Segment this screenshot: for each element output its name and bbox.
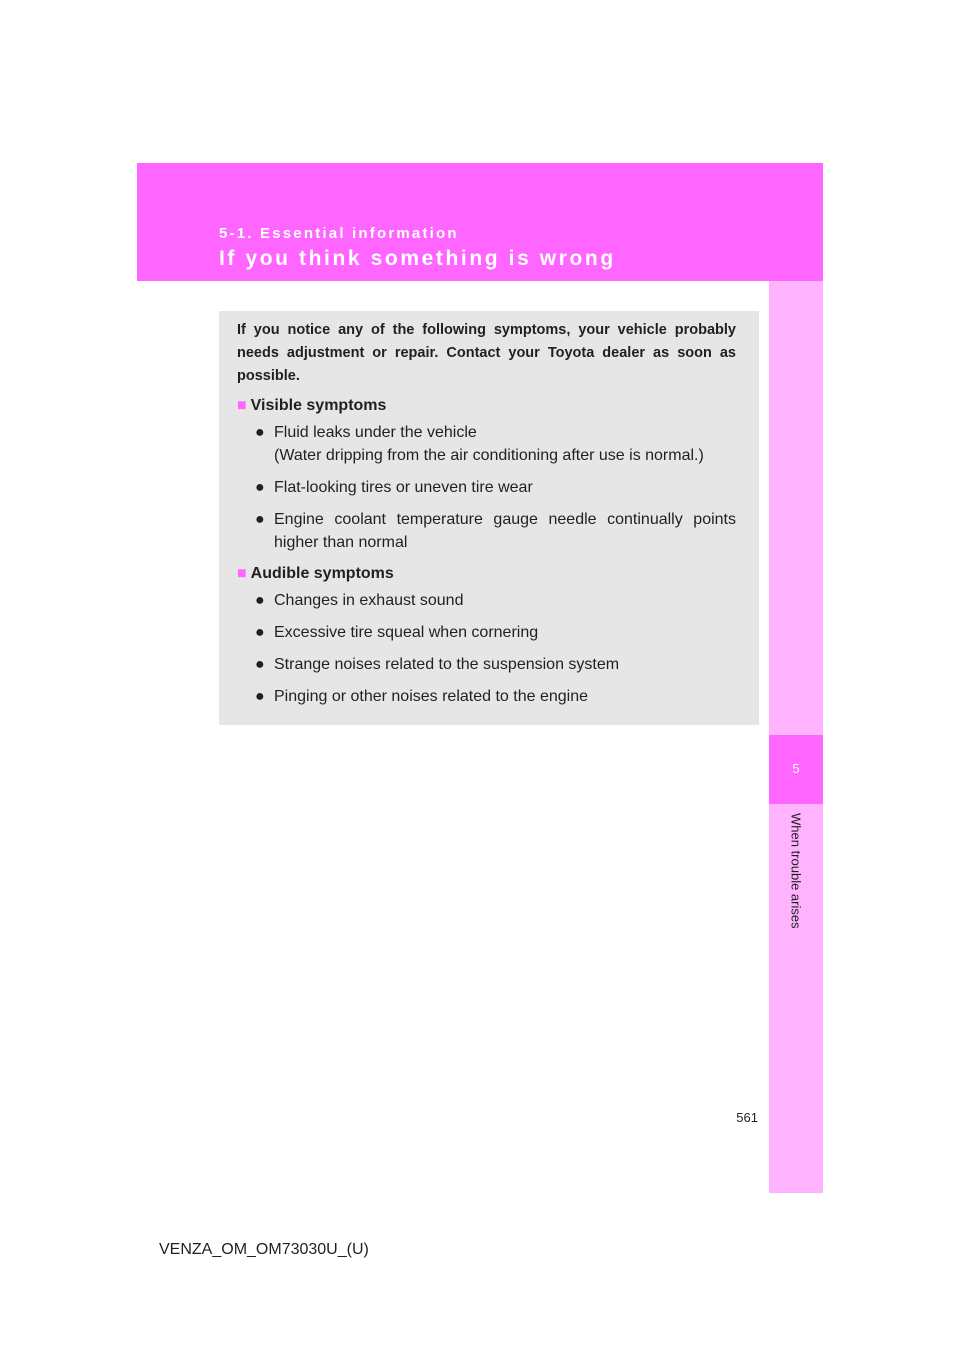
heading-text: Visible symptoms [250,397,387,414]
square-bullet-icon: ■ [237,397,247,414]
visible-symptoms-heading [237,397,386,415]
chapter-number-box [769,735,823,804]
list-item-text: Engine coolant temperature gauge needle continually points higher than normal [274,511,736,551]
list-item [255,685,736,708]
list-item [255,653,736,676]
chapter-title: When trouble arises [788,813,804,929]
bullet-dot-icon: ● [255,624,265,641]
list-item-note: (Water dripping from the air conditioning after use is normal.) [274,447,704,464]
list-item-text: Strange noises related to the suspension system [274,656,620,673]
symptoms-box [219,311,759,725]
chapter-side-tab [769,281,823,1193]
square-bullet-icon: ■ [237,565,247,582]
bullet-dot-icon: ● [255,424,265,441]
chapter-number: 5 [792,761,800,776]
heading-text: Audible symptoms [250,565,394,582]
list-item-text: Excessive tire squeal when cornering [274,624,539,641]
document-code: VENZA_OM_OM73030U_(U) [159,1241,369,1258]
list-item [255,476,736,499]
list-item [255,589,736,612]
page-number: 561 [736,1110,758,1125]
list-item-text: Pinging or other noises related to the engine [274,688,588,705]
intro-paragraph: If you notice any of the following symptoms, your vehicle probably needs adjustment or repair. Contact your Toyota dealer as soon as possible. [237,322,736,384]
list-item [255,508,736,554]
bullet-dot-icon: ● [255,688,265,705]
bullet-dot-icon: ● [255,592,265,609]
audible-symptoms-heading [237,565,394,583]
list-item [255,421,736,467]
list-item [255,621,736,644]
bullet-dot-icon: ● [255,656,265,673]
list-item-text: Changes in exhaust sound [274,592,464,609]
bullet-dot-icon: ● [255,479,265,496]
bullet-dot-icon: ● [255,511,265,528]
list-item-text: Fluid leaks under the vehicle [274,424,477,441]
page-title: If you think something is wrong [219,247,616,270]
page-header [137,163,823,281]
section-label: 5-1. Essential information [219,225,459,242]
list-item-text: Flat-looking tires or uneven tire wear [274,479,533,496]
